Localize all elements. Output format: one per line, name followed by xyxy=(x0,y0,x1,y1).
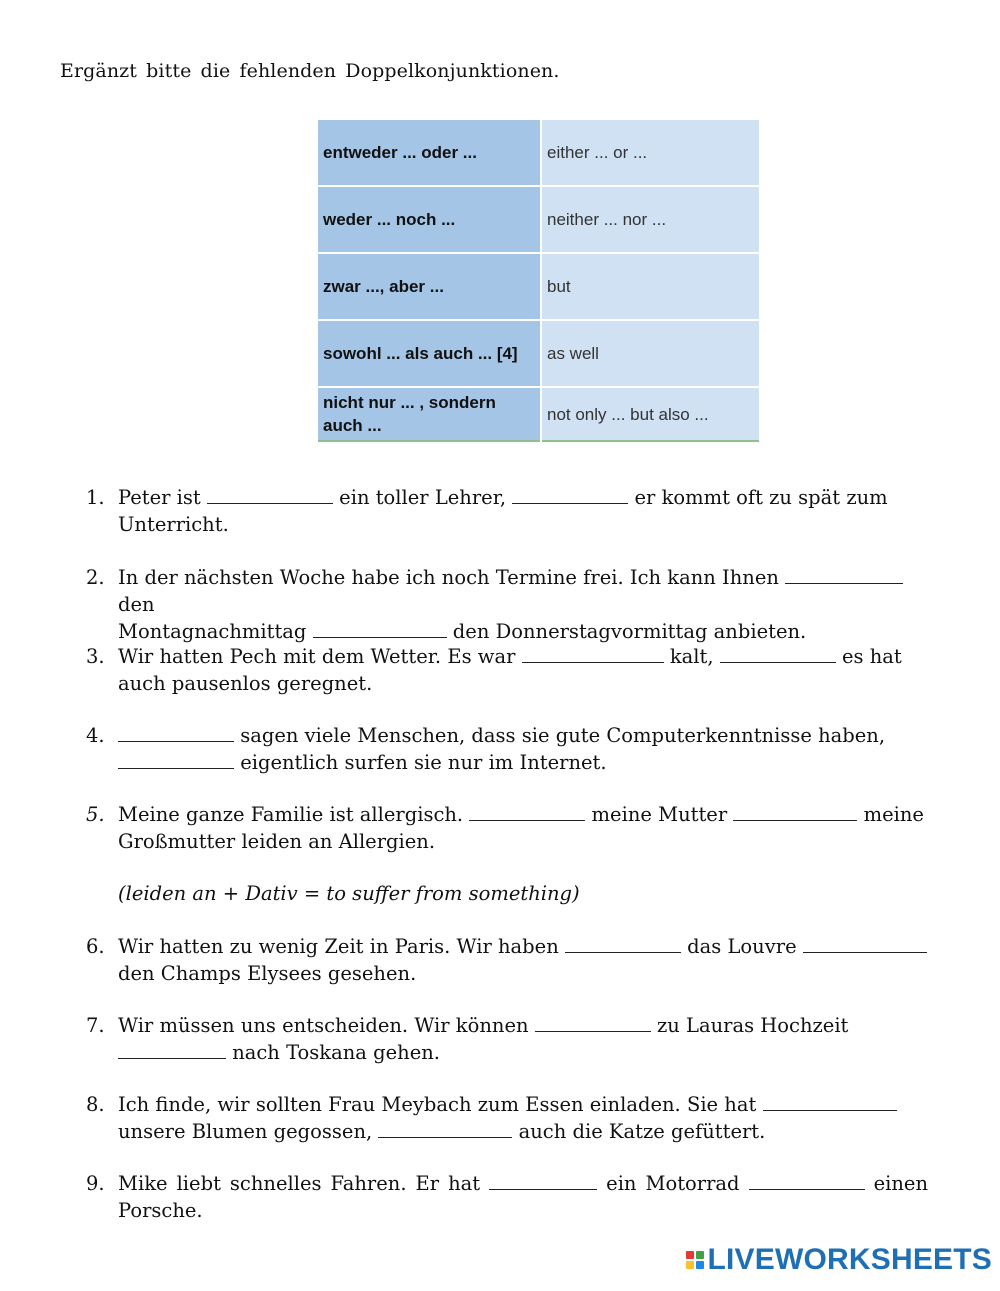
text-segment: Peter ist xyxy=(118,486,201,509)
text-segment: nach Toskana gehen. xyxy=(232,1041,441,1064)
logo-text: LIVEWORKSHEETS xyxy=(707,1243,992,1276)
answer-blank[interactable] xyxy=(565,934,681,953)
text-segment: eigentlich surfen sie nur im Internet. xyxy=(240,751,607,774)
text-segment: meine Mutter xyxy=(591,803,728,826)
english-translation: neither ... nor ... xyxy=(541,186,759,253)
answer-blank[interactable] xyxy=(207,485,333,504)
answer-blank[interactable] xyxy=(803,934,927,953)
text-segment: den Champs Elysees gesehen. xyxy=(118,962,417,985)
text-segment: das Louvre xyxy=(687,935,797,958)
text-segment: In der nächsten Woche habe ich noch Termine frei. Ich kann Ihnen xyxy=(118,566,779,589)
text-segment: Meine ganze Familie ist allergisch. xyxy=(118,803,464,826)
text-segment: meine xyxy=(863,803,924,826)
exercise-number: 4. xyxy=(86,724,105,747)
answer-blank[interactable] xyxy=(313,619,447,638)
text-segment: kalt, xyxy=(669,645,714,668)
answer-blank[interactable] xyxy=(378,1119,512,1138)
text-segment: er kommt oft zu spät zum xyxy=(634,486,888,509)
text-segment: auch pausenlos geregnet. xyxy=(118,672,373,695)
text-segment: einen xyxy=(873,1172,929,1195)
text-segment: ein Motorrad xyxy=(606,1172,740,1195)
exercise-text xyxy=(118,1091,928,1145)
text-segment: Mike liebt schnelles Fahren. Er hat xyxy=(118,1172,481,1195)
conjunction-table xyxy=(318,120,759,442)
exercise-number: 1. xyxy=(86,486,105,509)
text-segment: den Donnerstagvormittag anbieten. xyxy=(452,620,807,643)
table-row xyxy=(318,253,759,320)
german-conjunction: weder ... noch ... xyxy=(318,186,541,253)
exercise-text-continued xyxy=(118,1197,928,1224)
answer-blank[interactable] xyxy=(733,802,857,821)
text-segment: zu Lauras Hochzeit xyxy=(656,1014,849,1037)
exercise-text xyxy=(118,1012,928,1066)
text-segment: Ich finde, wir sollten Frau Meybach zum Essen einladen. Sie hat xyxy=(118,1093,757,1116)
text-segment: es hat xyxy=(841,645,902,668)
answer-blank[interactable] xyxy=(522,644,664,663)
answer-blank[interactable] xyxy=(749,1171,865,1190)
text-segment: Wir müssen uns entscheiden. Wir können xyxy=(118,1014,529,1037)
answer-blank[interactable] xyxy=(118,1040,226,1059)
exercise-text xyxy=(118,1170,928,1197)
answer-blank[interactable] xyxy=(785,565,903,584)
text-segment: Porsche. xyxy=(118,1199,203,1222)
text-segment: den xyxy=(118,593,155,616)
answer-blank[interactable] xyxy=(118,723,234,742)
german-conjunction: sowohl ... als auch ... [4] xyxy=(318,320,541,387)
answer-blank[interactable] xyxy=(118,750,234,769)
exercise-number: 7. xyxy=(86,1014,105,1037)
german-conjunction: entweder ... oder ... xyxy=(318,120,541,186)
table-row xyxy=(318,120,759,186)
text-segment: sagen viele Menschen, dass sie gute Computerkenntnisse haben, xyxy=(240,724,886,747)
exercise-text xyxy=(118,564,928,645)
english-translation: not only ... but also ... xyxy=(541,387,759,441)
exercise-text xyxy=(118,643,928,697)
text-segment: Wir hatten Pech mit dem Wetter. Es war xyxy=(118,645,516,668)
english-translation: but xyxy=(541,253,759,320)
table-row xyxy=(318,320,759,387)
answer-blank[interactable] xyxy=(535,1013,651,1032)
grammar-note: (leiden an + Dativ = to suffer from something) xyxy=(118,882,580,905)
german-conjunction: zwar ..., aber ... xyxy=(318,253,541,320)
answer-blank[interactable] xyxy=(489,1171,597,1190)
english-translation: either ... or ... xyxy=(541,120,759,186)
exercise-number: 5. xyxy=(86,803,105,826)
exercise-text xyxy=(118,722,928,776)
exercise-text xyxy=(118,933,928,987)
german-conjunction: nicht nur ... , sondern auch ... xyxy=(318,387,541,441)
exercise-number: 3. xyxy=(86,645,105,668)
instruction-text: Ergänzt bitte die fehlenden Doppelkonjunktionen. xyxy=(60,60,560,82)
text-segment: auch die Katze gefüttert. xyxy=(518,1120,766,1143)
answer-blank[interactable] xyxy=(469,802,585,821)
exercise-text xyxy=(118,484,928,538)
text-segment: Montagnachmittag xyxy=(118,620,307,643)
answer-blank[interactable] xyxy=(512,485,628,504)
text-segment: Unterricht. xyxy=(118,513,229,536)
liveworksheets-logo xyxy=(686,1243,993,1277)
exercise-number: 9. xyxy=(86,1172,105,1195)
english-translation: as well xyxy=(541,320,759,387)
exercise-number: 6. xyxy=(86,935,105,958)
text-segment: unsere Blumen gegossen, xyxy=(118,1120,373,1143)
text-segment: Wir hatten zu wenig Zeit in Paris. Wir haben xyxy=(118,935,559,958)
logo-icon xyxy=(686,1251,704,1269)
exercise-number: 8. xyxy=(86,1093,105,1116)
table-row xyxy=(318,387,759,441)
text-segment: Großmutter leiden an Allergien. xyxy=(118,830,436,853)
answer-blank[interactable] xyxy=(763,1092,897,1111)
text-segment: ein toller Lehrer, xyxy=(339,486,507,509)
answer-blank[interactable] xyxy=(720,644,836,663)
table-row xyxy=(318,186,759,253)
exercise-number: 2. xyxy=(86,566,105,589)
exercise-text xyxy=(118,801,928,855)
